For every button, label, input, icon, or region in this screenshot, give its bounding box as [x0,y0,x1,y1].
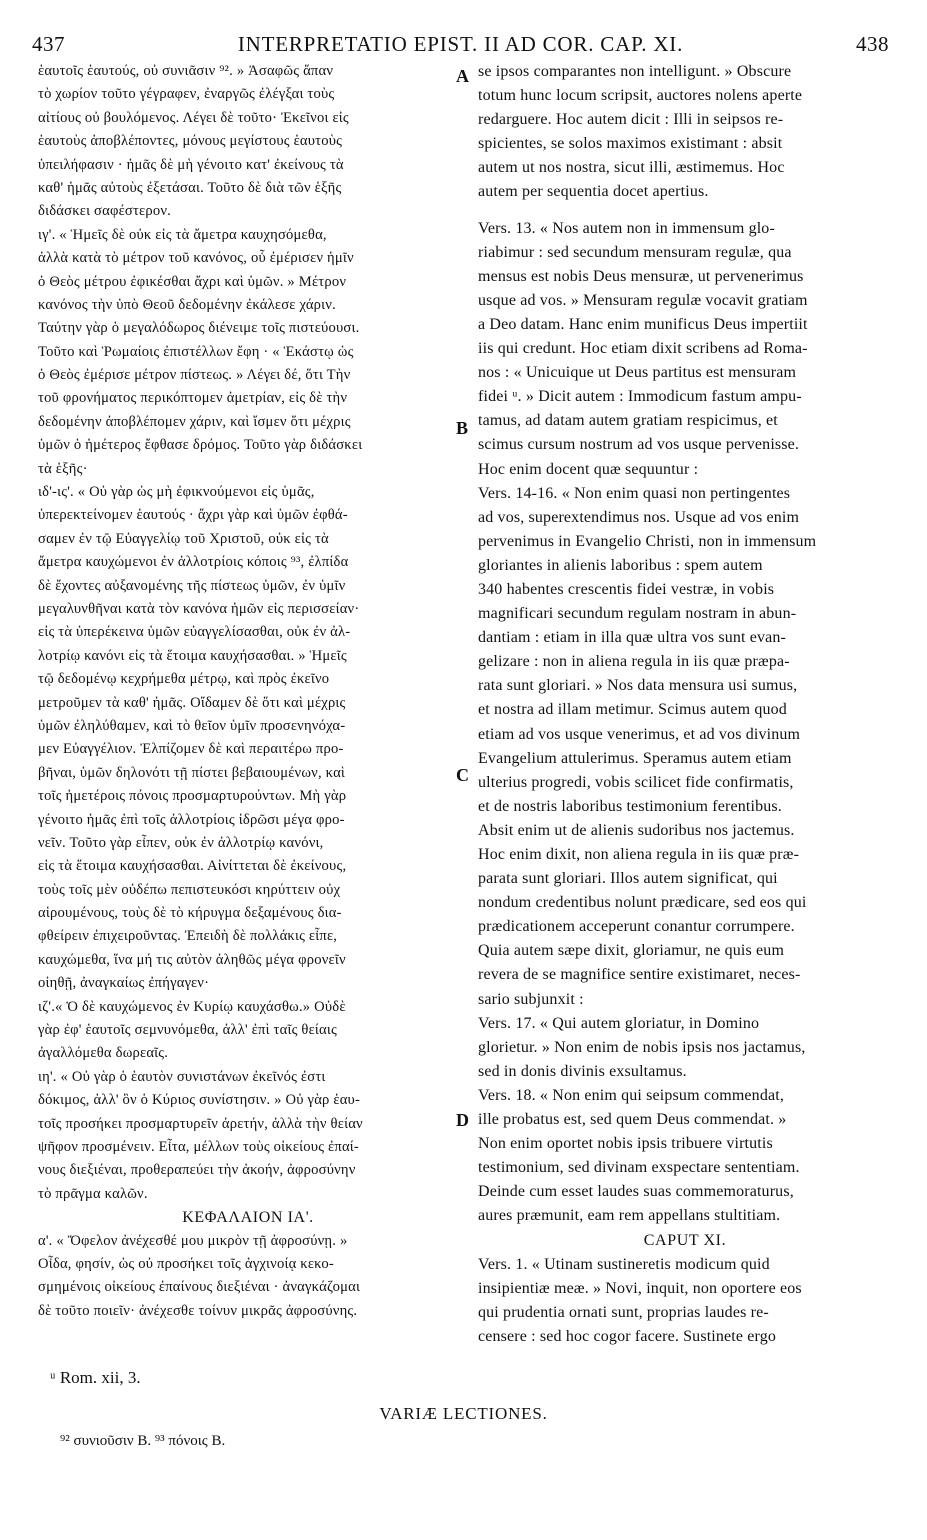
text-line: Quia autem sæpe dixit, gloriamur, ne quis eum [478,942,785,960]
text-line: αἱρουμένους, τοὺς δὲ τὸ κήρυγμα δεξαμένους δια- [38,905,342,922]
text-line: ὑμῶν ἐληλύθαμεν, καὶ τὸ θεῖον ὑμῖν προσενηνόχα- [38,717,346,734]
text-line: totum hunc locum scripsit, auctores nolens aperte [478,87,803,105]
text-line: dantiam : etiam in illa quæ ultra vos sunt evan- [478,629,787,647]
text-line: gelizare : non in aliena regula in iis quæ præpa- [478,653,790,671]
text-line: μεν Εὐαγγέλιον. Ἐλπίζομεν δὲ καὶ περαιτέρω προ- [38,741,344,758]
text-line: ὑπειλήφασιν · ἡμᾶς δὲ μὴ γένοιτο κατ' ἐκείνους τὰ [38,156,344,173]
text-line: βῆναι, ὑμῶν δηλονότι τῇ πίστει βεβαιουμένων, καὶ [38,764,346,781]
text-line: censere : sed hoc cogor facere. Sustinete ergo [478,1327,777,1345]
text-line: mensus est nobis Deus mensuræ, ut pervenerimus [478,267,804,285]
text-line: riabimur : sed secundum mensuram regulæ, qua [478,243,792,261]
text-line: ad vos, superextendimus nos. Usque ad vos enim [478,508,800,526]
text-line: ὑπερεκτείνομεν ἑαυτούς · ἄχρι γὰρ καὶ ὑμῶν ἐφθά- [38,507,348,524]
text-line: revera de se magnifice sentire existimaret, neces- [478,966,801,984]
latin-text-intro [478,60,892,205]
text-line: redarguere. Hoc autem dicit : Illi in seipsos re- [478,111,784,129]
text-line: qui prudentia ornati sunt, proprias laudes re- [478,1303,769,1321]
variae-lectiones-heading: VARIÆ LECTIONES. [379,1404,548,1423]
text-line: κανόνος τὴν ὑπὸ Θεοῦ δεδομένην ἐκάλεσε χάριν. [38,296,336,313]
text-line: Hoc enim docent quæ sequuntur : [478,460,699,478]
text-line: ὁ Θεὸς μέτρου ἐφικέσθαι ἄχρι καὶ ὑμῶν. » Μέτρον [38,273,347,290]
text-line: Non enim oportet nobis ipsis tribuere virtutis [478,1135,773,1153]
text-line: gloriantes in alienis laboribus : spem autem [478,556,763,574]
greek-text-after-heading [38,1230,458,1324]
text-line: sed in donis divinis exsultamus. [478,1062,687,1080]
text-line: ulterius progredi, vobis scilicet fide confirmatis, [478,773,794,791]
latin-chapter-heading: CAPUT XI. [643,1231,727,1249]
text-line: οἰηθῇ, ἀναγκαίως ἐπήγαγεν· [38,975,210,992]
text-line: testimonium, sed divinam exspectare sententiam. [478,1159,800,1177]
text-line: Absit enim ut de alienis sudoribus nos jactemus. [478,821,795,839]
text-line: ἑαυτοῖς ἑαυτούς, οὐ συνιᾶσιν ⁹². » Ἀσαφῶς ἅπαν [38,63,334,79]
text-line: νους διεξιέναι, προθεραπεύει τὴν ἀκοήν, ἀφροσύνην [38,1162,356,1179]
latin-text-body [478,217,892,1229]
text-line: ἑαυτοὺς ἀποβλέποντες, μόνους μεγίστους ἑαυτοὺς [38,133,343,150]
text-line: φθείρειν ἐπιχειροῦντας. Ἐπειδὴ δὲ πολλάκις εἶπε, [38,928,338,945]
text-line: parata sunt gloriari. Illos autem significat, qui [478,870,778,888]
text-line: et de nostris laboribus testimonium ferentibus. [478,797,782,815]
text-line: ὑμῶν ὁ ἡμέτερος ἔφθασε δρόμος. Τοῦτο γὰρ διδάσκει [38,437,363,454]
text-line: Deinde cum esset laudes suas commemoraturus, [478,1183,794,1201]
margin-letter-b: B [456,418,469,438]
text-line: et nostra ad illam metimur. Scimus autem quod [478,701,787,719]
text-line: magnificari secundum regulam nostram in abun- [478,605,797,623]
text-line: Vers. 13. « Nos autem non in immensum glo- [478,219,775,237]
text-line: δὲ τοῦτο ποιεῖν· ἀνέχεσθε τοίνυν μικρᾶς ἀφροσύνης. [38,1302,358,1319]
text-line: μετροῦμεν τὰ καθ' ἡμᾶς. Οἴδαμεν δὲ ὅτι καὶ μέχρις [38,694,346,711]
margin-letter-a: A [456,66,469,86]
margin-letter-d: D [456,1110,469,1130]
text-line: σμημένοις οἰκείους ἐπαίνους διεξιέναι · ἀναγκάζομαι [38,1279,361,1296]
text-line: usque ad vos. » Mensuram regulæ vocavit gratiam [478,291,808,309]
text-line: nos : « Unicuique ut Deus partitus est mensuram [478,364,797,382]
text-line: etiam ad vos usque venerimus, et ad vos divinum [478,725,801,743]
text-line: autem ut nos nostra, sicut illi, æstimemus. Hoc [478,159,785,177]
text-line: fidei ᵘ. » Dicit autem : Immodicum fastum ampu- [478,388,802,406]
text-line: ἀγαλλόμεθα δωρεαῖς. [38,1045,169,1062]
text-line: τοῦ φρονήματος περικόπτομεν ἀμετρίαν, εἰς δὲ τὴν [38,390,348,407]
text-line: σαμεν ἐν τῷ Εὐαγγελίῳ τοῦ Χριστοῦ, οὐκ εἰς τὰ [38,530,329,547]
text-line: τὸ χωρίον τοῦτο γέγραφεν, ἐναργῶς ἐλέγξαι τοὺς [38,86,335,103]
text-line: tamus, ad datam autem gratiam respicimus, et [478,412,778,430]
text-line: iis qui credunt. Hoc etiam dixit scribens ad Roma- [478,340,808,358]
footnote: ᵘ Rom. xii, 3. [50,1368,141,1387]
text-line: εἰς τὰ ὑπερέκεινα ὑμῶν εὐαγγελίσασθαι, οὐκ ἐν ἀλ- [38,624,351,641]
text-line: ὁ Θεὸς ἐμέρισε μέτρον πίστεως. » Λέγει δέ, ὅτι Τὴν [38,367,351,384]
text-line: Evangelium attulerimus. Speramus autem etiam [478,749,792,767]
greek-chapter-heading: ΚΕΦΑΛΑΙΟΝ ΙΑ'. [182,1209,314,1227]
margin-letter-c: C [456,765,469,785]
text-line: pervenimus in Evangelio Christi, non in immensum [478,532,817,550]
text-line: glorietur. » Non enim de nobis ipsis nos jactamus, [478,1038,806,1056]
text-line: rata sunt gloriari. » Nos data mensura usi sumus, [478,677,798,695]
text-line: καυχώμεθα, ἵνα μή τις αὐτὸν ἀληθῶς μέγα φρονεῖν [38,951,346,968]
text-line: νεῖν. Τοῦτο γὰρ εἶπεν, οὐκ ἐν ἀλλοτρίῳ κανόνι, [38,834,324,851]
text-line: καθ' ἡμᾶς αὐτοὺς ἐξετάσαι. Τοῦτο δὲ διὰ τῶν ἑξῆς [38,179,342,196]
text-line: διδάσκει σαφέστερον. [38,203,171,220]
text-line: insipientiæ meæ. » Novi, inquit, non oportere eos [478,1279,802,1297]
text-line: ιζ'.« Ὁ δὲ καυχώμενος ἐν Κυρίῳ καυχάσθω.» Οὐδὲ [38,998,346,1015]
greek-text-body [38,60,458,1206]
running-title: INTERPRETATIO EPIST. II AD COR. CAP. XI. [237,32,684,56]
text-line: εἰς τὰ ἕτοιμα καυχήσασθαι. Αἰνίττεται δὲ ἐκείνους, [38,858,347,875]
text-line: δεδομένην ἀποβλέπομεν χάριν, καὶ ἴσμεν ὅτι μέχρις [38,413,351,430]
text-line: α'. « Ὄφελον ἀνέχεσθέ μου μικρὸν τῇ ἀφροσύνῃ. » [38,1232,348,1249]
text-line: se ipsos comparantes non intelligunt. » Obscure [478,63,792,80]
right-page-number: 438 [856,32,889,56]
text-line: δὲ ἔχοντες αὐξανομένης τῆς πίστεως ὑμῶν, ἐν ὑμῖν [38,577,346,594]
text-line: ψῆφον προσμένειν. Εἶτα, μέλλων τοὺς οἰκείους ἐπαί- [38,1138,359,1155]
text-line: sario subjunxit : [478,990,584,1008]
text-line: ιη'. « Οὐ γὰρ ὁ ἑαυτὸν συνιστάνων ἐκεῖνός ἐστι [38,1068,326,1085]
text-line: τῷ δεδομένῳ κεχρήμεθα μέτρῳ, καὶ πρὸς ἐκεῖνο [38,671,330,688]
variae-lectiones-items: ⁹² συνιοῦσιν B. ⁹³ πόνοις B. [60,1433,226,1449]
text-line: τὰ ἑξῆς· [38,460,88,477]
text-line: prædicationem acceperunt conantur corrumpere. [478,918,795,936]
text-line: ιδ'-ις'. « Οὐ γὰρ ὡς μὴ ἐφικνούμενοι εἰς ὑμᾶς, [38,484,315,501]
text-line: Οἶδα, φησίν, ὡς οὐ προσήκει τοῖς ἀγχινοίᾳ κεκο- [38,1255,334,1272]
text-line: γὰρ ἐφ' ἑαυτοῖς σεμνυνόμεθα, ἀλλ' ἐπὶ ταῖς θείαις [38,1022,338,1039]
text-line: Vers. 18. « Non enim qui seipsum commendat, [478,1086,784,1104]
text-line: spicientes, se solos maximos existimant : absit [478,135,783,153]
text-line: τοῖς προσήκει προσμαρτυρεῖν ἀρετήν, ἀλλὰ τὴν θείαν [38,1115,363,1132]
text-line: τοὺς τοῖς μὲν οὐδέπω πεπιστευκόσι κηρύττειν οὐχ [38,881,341,898]
text-line: Vers. 17. « Qui autem gloriatur, in Domino [478,1014,760,1032]
text-line: ἀλλὰ κατὰ τὸ μέτρον τοῦ κανόνος, οὗ ἐμέρισεν ἡμῖν [38,250,354,267]
text-line: δόκιμος, ἀλλ' ὃν ὁ Κύριος συνίστησιν. » Οὐ γὰρ ἑαυ- [38,1092,361,1109]
latin-column [478,60,892,1349]
text-line: Τοῦτο καὶ Ῥωμαίοις ἐπιστέλλων ἔφη · « Ἑκάστῳ ὡς [38,343,354,360]
text-line: scimus cursum nostrum ad vos usque pervenisse. [478,436,800,454]
paragraph-gap [478,205,892,217]
text-line: ἄμετρα καυχώμενοι ἐν ἀλλοτρίοις κόποις ⁹³, ἐλπίδα [38,554,349,571]
text-line: 340 habentes crescentis fidei vestræ, in vobis [478,580,775,598]
text-line: ιγ'. « Ἡμεῖς δὲ οὐκ εἰς τὰ ἄμετρα καυχησόμεθα, [38,226,327,243]
text-line: λοτρίῳ κανόνι εἰς τὰ ἕτοιμα καυχήσασθαι. » Ἡμεῖς [38,647,347,664]
greek-column [38,60,458,1323]
text-line: Vers. 14-16. « Non enim quasi non pertingentes [478,484,791,502]
text-line: a Deo datam. Hanc enim munificus Deus impertiit [478,315,808,333]
text-line: Ταύτην γὰρ ὁ μεγαλόδωρος διένειμε τοῖς πιστεύουσι. [38,320,360,337]
latin-text-after-heading [478,1253,892,1349]
text-line: ille probatus est, sed quem Deus commendat. » [478,1111,787,1129]
text-line: γένοιτο ἡμᾶς ἐπὶ τοῖς ἀλλοτρίοις ἱδρῶσι μέγα φρο- [38,811,345,828]
page-header [32,32,889,62]
text-line: aures præmunit, eam rem appellans stultitiam. [478,1207,781,1225]
text-line: αἰτίους οὐ βουλόμενος. Λέγει δὲ τοῦτο· Ἐκεῖνοι εἰς [38,109,349,126]
text-line: τὸ πρᾶγμα καλῶν. [38,1185,148,1202]
text-line: nondum credentibus nolunt prædicare, sed eos qui [478,894,807,912]
text-line: τοῖς ἡμετέροις πόνοις προσμαρτυρούντων. Μὴ γὰρ [38,788,347,805]
text-line: μεγαλυνθῆναι κατὰ τὸν κανόνα ἡμῶν εἰς περισσείαν· [38,600,360,617]
left-page-number: 437 [32,32,65,56]
text-line: autem per sequentia docet apertius. [478,183,709,201]
text-line: Hoc enim dixit, non aliena regula in iis quæ præ- [478,846,800,863]
text-line: Vers. 1. « Utinam sustineretis modicum quid [478,1255,770,1273]
